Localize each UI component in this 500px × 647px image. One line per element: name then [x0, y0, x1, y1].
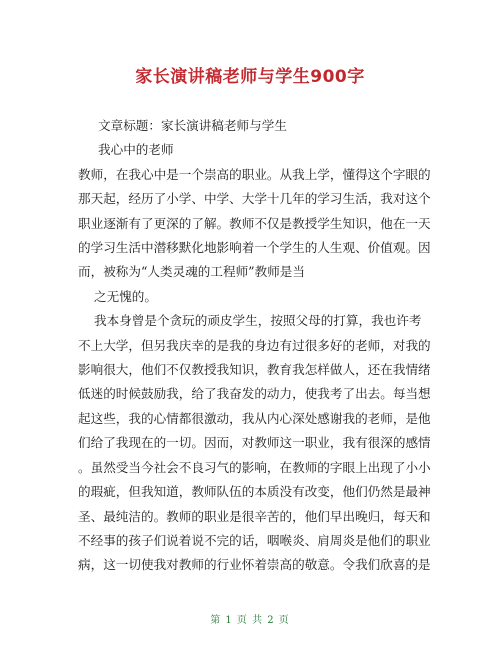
paragraph-line: 低迷的时候鼓励我，给了我奋发的动力，使我考了出去。每当想 — [78, 386, 431, 402]
document-title: 家长演讲稿老师与学生900字 — [135, 67, 365, 87]
paragraph-line: 不上大学，但另我庆幸的是我的身边有过很多好的老师，对我的 — [78, 337, 431, 353]
paragraph-line: 病，这一切使我对教师的行业怀着崇高的敬意。令我们欣喜的是 — [78, 557, 431, 573]
paragraph-line: 职业逐渐有了更深的了解。教师不仅是教授学生知识，他在一天 — [78, 215, 431, 231]
paragraph-line: 们给了我现在的一切。因而，对教师这一职业，我有很深的感情 — [78, 435, 431, 451]
paragraph-line: 之无愧的。 — [94, 288, 157, 304]
section-heading: 我心中的老师 — [98, 142, 174, 158]
paragraph-line: 影响很大，他们不仅教授我知识，教育我怎样做人，还在我情绪 — [78, 362, 431, 378]
paragraph-line: 的学习生活中潜移默化地影响着一个学生的人生观、价值观。因 — [78, 240, 431, 256]
paragraph-line: 。虽然受当今社会不良习气的影响，在教师的字眼上出现了小小 — [78, 459, 431, 475]
paragraph-line: 圣、最纯洁的。教师的职业是很辛苦的，他们早出晚归，每天和 — [78, 508, 431, 524]
paragraph-line: 的瑕疵，但我知道，教师队伍的本质没有改变，他们仍然是最神 — [78, 484, 431, 500]
paragraph-line: 而，被称为“人类灵魂的工程师”教师是当 — [78, 264, 305, 280]
paragraph-line: 我本身曾是个贪玩的顽皮学生，按照父母的打算，我也许考 — [94, 313, 422, 329]
paragraph-line: 教师，在我心中是一个崇高的职业。从我上学，懂得这个字眼的 — [78, 166, 431, 182]
paragraph-line: 起这些，我的心情都很激动，我从内心深处感谢我的老师，是他 — [78, 410, 431, 426]
article-title-line: 文章标题：家长演讲稿老师与学生 — [98, 118, 287, 133]
paragraph-line: 不经事的孩子们说着说不完的话，咽喉炎、肩周炎是他们的职业 — [78, 532, 431, 548]
paragraph-line: 那天起，经历了小学、中学、大学十几年的学习生活，我对这个 — [78, 191, 431, 207]
document-body — [78, 114, 431, 578]
page-indicator: 第 1 页 共 2 页 — [210, 615, 290, 626]
